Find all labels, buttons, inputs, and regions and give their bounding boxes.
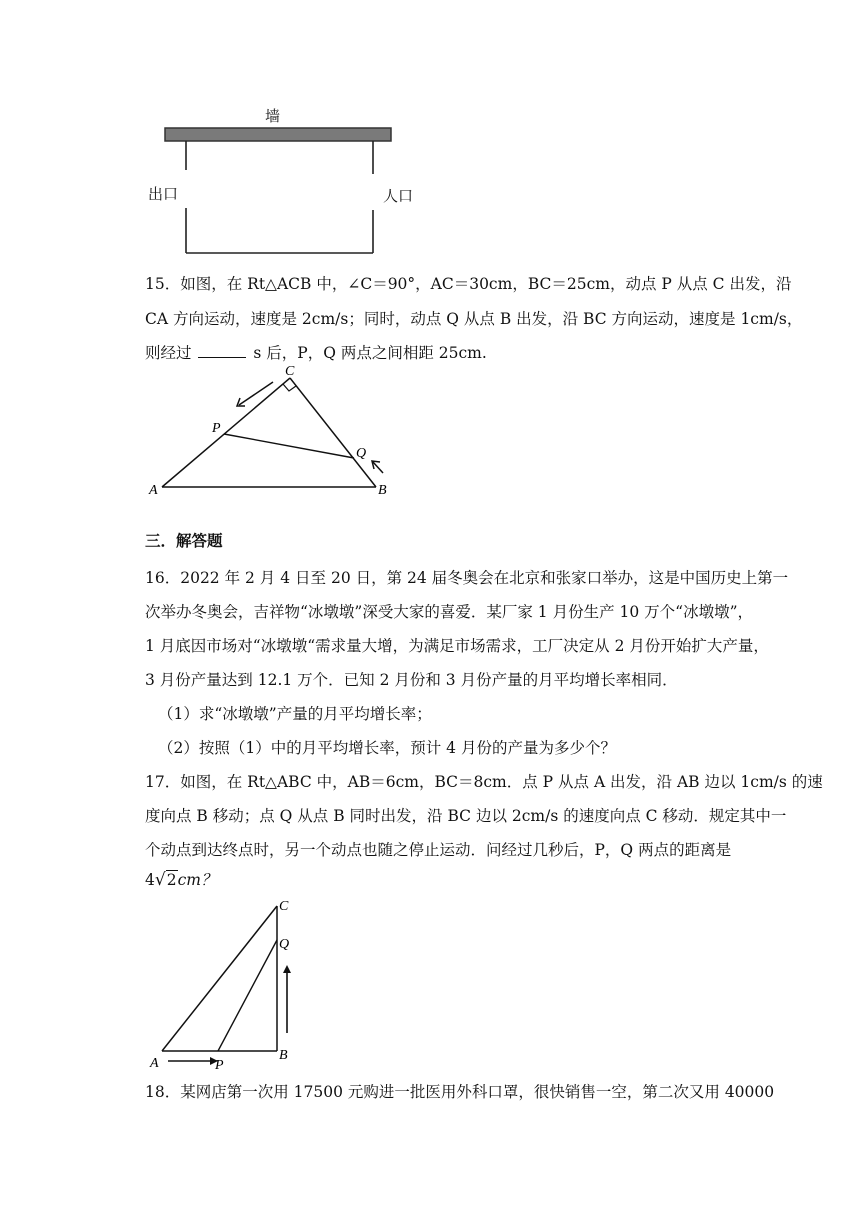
label-C: C (285, 364, 295, 379)
segment-PQ (218, 940, 277, 1051)
label-A: A (150, 1056, 159, 1071)
q17-line-2: 度向点 B 移动；点 Q 从点 B 同时出发，沿 BC 边以 2cm/s 的速度向点 C 移动．规定其中一 (145, 807, 787, 825)
q16-line-3: 1 月底因市场对“冰墩墩“需求量大增，为满足市场需求，工厂决定从 2 月份开始扩大产量， (145, 637, 769, 655)
q15-line-3a: 则经过 (145, 344, 192, 362)
label-Q: Q (279, 937, 290, 952)
side-AC (162, 906, 277, 1051)
label-A: A (149, 483, 158, 498)
q16-sub-2: （2）按照（1）中的月平均增长率，预计 4 月份的产量为多少个？ (158, 739, 616, 757)
label-Q: Q (356, 446, 367, 461)
q15-line-3b: s 后，P，Q 两点之间相距 25cm. (253, 344, 487, 362)
label-P: P (215, 1058, 224, 1073)
label-P: P (212, 421, 221, 436)
wall-label: 墙 (265, 108, 281, 125)
exit-label: 出口 (148, 186, 179, 203)
q17-radicand: 2 (166, 871, 177, 889)
q17-coef: 4 (145, 871, 155, 889)
label-B: B (279, 1048, 288, 1063)
q17-line-1: 17．如图，在 Rt△ABC 中，AB＝6cm，BC＝8cm．点 P 从点 A 出发，沿 AB 边以 1cm/s 的速 (145, 773, 823, 791)
q17-unit: cm？ (177, 871, 217, 889)
side-CB (290, 378, 376, 487)
q15-line-2: CA 方向运动，速度是 2cm/s；同时，动点 Q 从点 B 出发，沿 BC 方向运动，速度是 1cm/s， (145, 310, 803, 328)
section-3-heading: 三．解答题 (145, 532, 223, 550)
side-AC (162, 378, 290, 487)
arrow-Q (373, 462, 383, 473)
sqrt-sign: √ (154, 870, 166, 890)
q17-line-3: 个动点到达终点时，另一个动点也随之停止运动．问经过几秒后，P，Q 两点的距离是 (145, 841, 732, 859)
q16-line-1: 16．2022 年 2 月 4 日至 20 日，第 24 届冬奥会在北京和张家口举办，这是中国历史上第一 (145, 569, 789, 587)
right-angle-mark (283, 384, 296, 391)
wall-bar (165, 128, 391, 141)
q17-line-4 (145, 868, 216, 890)
q15-triangle-figure (140, 360, 400, 500)
label-C: C (279, 899, 289, 914)
arrow-P (239, 382, 273, 405)
q18-line-1: 18．某网店第一次用 17500 元购进一批医用外科口罩，很快销售一空，第二次又用 40000 (145, 1083, 775, 1101)
label-B: B (378, 483, 387, 498)
q16-sub-1: （1）求“冰墩墩”产量的月平均增长率； (158, 705, 432, 723)
q17-triangle-figure (140, 893, 310, 1073)
q16-line-2: 次举办冬奥会，吉祥物“冰墩墩”深受大家的喜爱．某厂家 1 月份生产 10 万个“冰墩墩”， (145, 603, 753, 621)
entrance-label: 人口 (383, 188, 414, 205)
wall-figure (140, 120, 410, 260)
segment-PQ (224, 434, 354, 458)
q15-line-1: 15．如图，在 Rt△ACB 中，∠C＝90°，AC＝30cm，BC＝25cm，动点 P 从点 C 出发，沿 (145, 275, 792, 293)
q15-answer-blank[interactable] (198, 343, 246, 358)
q16-line-4: 3 月份产量达到 12.1 万个．已知 2 月份和 3 月份产量的月平均增长率相同． (145, 671, 678, 689)
